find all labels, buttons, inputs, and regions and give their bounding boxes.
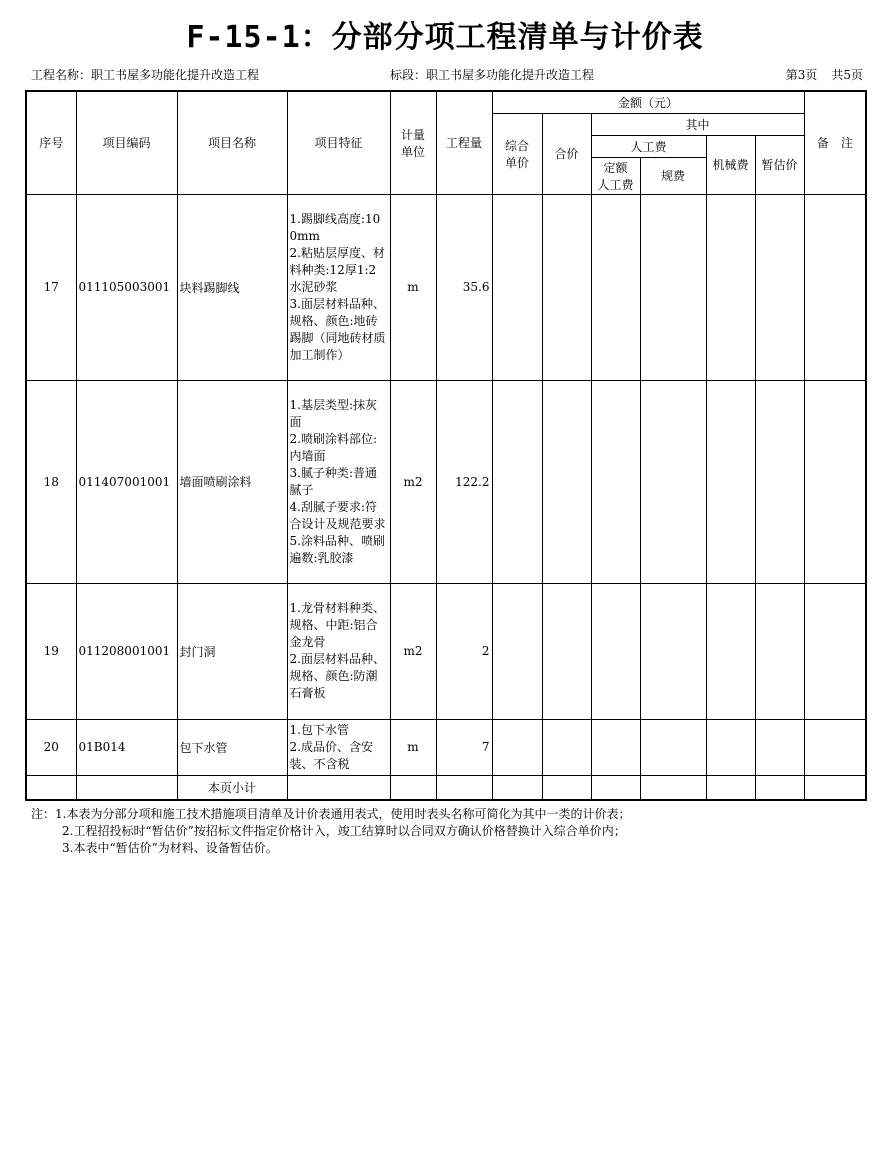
header-quota-labor (591, 157, 640, 194)
header-of-which: 其中 (591, 113, 804, 135)
row-total (542, 583, 591, 719)
subtotal-provisional (755, 775, 804, 800)
row-fee (640, 380, 706, 583)
subtotal-remark (804, 775, 866, 800)
header-name: 项目名称 (177, 91, 287, 194)
header-quota-labor-line1: 定额 (603, 160, 628, 175)
project-name: 工程名称：职工书屋多功能化提升改造工程 (31, 68, 260, 82)
table-row (26, 380, 866, 583)
current-page: 第3页 (785, 68, 818, 82)
row-quota-labor (591, 583, 640, 719)
row-unit-price (492, 380, 542, 583)
subtotal-quota-labor (591, 775, 640, 800)
table-row (26, 719, 866, 775)
row-unit: m (390, 194, 436, 380)
row-code: 011407001001 (76, 380, 177, 583)
row-remark (804, 194, 866, 380)
note-3: 3.本表中“暂估价”为材料、设备暂估价。 (62, 841, 278, 855)
row-total (542, 719, 591, 775)
page-title: F-15-1：分部分项工程清单与计价表 (186, 20, 704, 55)
subtotal-unit (390, 775, 436, 800)
header-unit-line1: 计量 (400, 127, 425, 142)
row-machine (706, 583, 755, 719)
subtotal-seq (26, 775, 76, 800)
header-total: 合价 (542, 113, 591, 194)
total-pages: 共5页 (831, 68, 863, 82)
table-row (26, 194, 866, 380)
subtotal-label: 本页小计 (177, 775, 287, 800)
section-name: 标段：职工书屋多功能化提升改造工程 (390, 68, 595, 82)
header-remark: 备 注 (804, 91, 866, 194)
header-machine: 机械费 (706, 135, 755, 194)
row-name: 墙面喷刷涂料 (177, 380, 287, 583)
header-quantity: 工程量 (436, 91, 492, 194)
row-remark (804, 380, 866, 583)
row-quota-labor (591, 719, 640, 775)
row-remark (804, 719, 866, 775)
header-unit-price-line2: 单价 (504, 155, 529, 170)
note-2: 2.工程招投标时“暂估价”按招标文件指定价格计入，竣工结算时以合同双方确认价格替换计入综合单价内； (62, 824, 626, 838)
header-unit-price-line1: 综合 (504, 138, 529, 153)
page-indicator (786, 66, 863, 83)
row-quantity: 122.2 (436, 380, 492, 583)
row-machine (706, 719, 755, 775)
row-quantity: 2 (436, 583, 492, 719)
subtotal-code (76, 775, 177, 800)
row-seq: 18 (26, 380, 76, 583)
subtotal-unit-price (492, 775, 542, 800)
header-feature: 项目特征 (287, 91, 390, 194)
row-machine (706, 194, 755, 380)
subtotal-fee (640, 775, 706, 800)
row-total (542, 194, 591, 380)
header-unit-price (492, 113, 542, 194)
row-unit: m2 (390, 583, 436, 719)
row-unit-price (492, 719, 542, 775)
row-quantity: 35.6 (436, 194, 492, 380)
header-quota-labor-line2: 人工费 (597, 177, 634, 192)
row-code: 01B014 (76, 719, 177, 775)
header-unit-line2: 单位 (400, 144, 425, 159)
row-name: 封门洞 (177, 583, 287, 719)
row-quota-labor (591, 194, 640, 380)
notes (31, 806, 630, 857)
pricing-table (25, 90, 867, 801)
row-quota-labor (591, 380, 640, 583)
row-total (542, 380, 591, 583)
table-row (26, 583, 866, 719)
row-unit: m (390, 719, 436, 775)
header-labor: 人工费 (591, 135, 706, 157)
row-feature: 1.包下水管 2.成品价、含安装、不含税 (287, 719, 390, 775)
note-1: 注：1.本表为分部分项和施工技术措施项目清单及计价表通用表式，使用时表头名称可简化为其中一类的计价表； (31, 807, 631, 821)
header-amount: 金额（元） (492, 91, 804, 113)
row-unit-price (492, 194, 542, 380)
row-fee (640, 583, 706, 719)
row-seq: 19 (26, 583, 76, 719)
header-seq: 序号 (26, 91, 76, 194)
row-fee (640, 719, 706, 775)
header-unit (390, 91, 436, 194)
row-name: 包下水管 (177, 719, 287, 775)
row-fee (640, 194, 706, 380)
row-feature: 1.基层类型:抹灰面 2.喷刷涂料部位:内墙面 3.腻子种类:普通腻子 4.刮腻子要求:符合设计及规范要求 5.涂料品种、喷刷遍数:乳胶漆 (287, 380, 390, 583)
row-code: 011105003001 (76, 194, 177, 380)
row-provisional (755, 380, 804, 583)
row-unit-price (492, 583, 542, 719)
row-provisional (755, 194, 804, 380)
row-quantity: 7 (436, 719, 492, 775)
row-provisional (755, 583, 804, 719)
row-name: 块料踢脚线 (177, 194, 287, 380)
row-seq: 17 (26, 194, 76, 380)
subtotal-total (542, 775, 591, 800)
row-unit: m2 (390, 380, 436, 583)
subtotal-quantity (436, 775, 492, 800)
header-fee: 规费 (640, 157, 706, 194)
header-provisional: 暂估价 (755, 135, 804, 194)
row-code: 011208001001 (76, 583, 177, 719)
subtotal-row (26, 775, 866, 800)
row-feature: 1.踢脚线高度:100mm 2.粘贴层厚度、材料种类:12厚1:2水泥砂浆 3.面层材料品种、规格、颜色:地砖踢脚（同地砖材质加工制作） (287, 194, 390, 380)
row-seq: 20 (26, 719, 76, 775)
subtotal-machine (706, 775, 755, 800)
row-remark (804, 583, 866, 719)
row-provisional (755, 719, 804, 775)
row-feature: 1.龙骨材料种类、规格、中距:铝合金龙骨 2.面层材料品种、规格、颜色:防潮石膏板 (287, 583, 390, 719)
row-machine (706, 380, 755, 583)
header-code: 项目编码 (76, 91, 177, 194)
subtotal-feature (287, 775, 390, 800)
